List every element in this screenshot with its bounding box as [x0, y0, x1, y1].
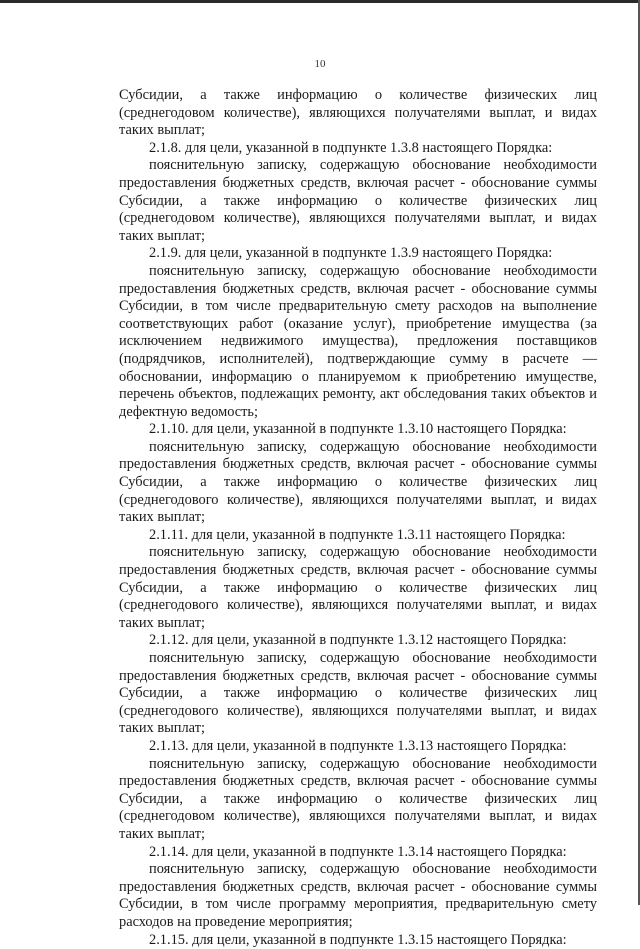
clause-2-1-8-body: пояснительную записку, содержащую обоснование необходимости предоставления бюджетных средств, включая расчет - обоснование суммы Субсидии, а также информацию о количестве физических лиц (среднегодовом количестве), являющихся получателями выплат, и видах таких выплат;: [119, 157, 597, 245]
document-body: [119, 87, 597, 949]
clause-2-1-10-body: пояснительную записку, содержащую обоснование необходимости предоставления бюджетных средств, включая расчет - обоснование суммы Субсидии, а также информацию о количестве физических лиц (среднегодового количестве), являющихся получателями выплат, и видах таких выплат;: [119, 439, 597, 527]
clause-2-1-15-heading: 2.1.15. для цели, указанной в подпункте 1.3.15 настоящего Порядка:: [119, 932, 597, 949]
paragraph-continuation: Субсидии, а также информацию о количестве физических лиц (среднегодовом количестве), являющихся получателями выплат, и видах таких выплат;: [119, 87, 597, 140]
clause-2-1-9-heading: 2.1.9. для цели, указанной в подпункте 1.3.9 настоящего Порядка:: [119, 245, 597, 263]
clause-2-1-10-heading: 2.1.10. для цели, указанной в подпункте 1.3.10 настоящего Порядка:: [119, 421, 597, 439]
clause-2-1-14-heading: 2.1.14. для цели, указанной в подпункте 1.3.14 настоящего Порядка:: [119, 844, 597, 862]
page-number: 10: [0, 58, 640, 70]
clause-2-1-11-heading: 2.1.11. для цели, указанной в подпункте 1.3.11 настоящего Порядка:: [119, 527, 597, 545]
clause-2-1-12-body: пояснительную записку, содержащую обоснование необходимости предоставления бюджетных средств, включая расчет - обоснование суммы Субсидии, а также информацию о количестве физических лиц (среднегодового количестве), являющихся получателями выплат, и видах таких выплат;: [119, 650, 597, 738]
top-border-line: [0, 0, 640, 3]
clause-2-1-12-heading: 2.1.12. для цели, указанной в подпункте 1.3.12 настоящего Порядка:: [119, 632, 597, 650]
clause-2-1-14-body: пояснительную записку, содержащую обоснование необходимости предоставления бюджетных средств, включая расчет - обоснование суммы Субсидии, в том числе программу мероприятия, предварительную смету расходов на проведение мероприятия;: [119, 861, 597, 931]
clause-2-1-9-body: пояснительную записку, содержащую обоснование необходимости предоставления бюджетных средств, включая расчет - обоснование суммы Субсидии, в том числе предварительную смету расходов на выполнение соответствующих работ (оказание услуг), приобретение имущества (за исключением недвижимого имущества), предложения поставщиков (подрядчиков, исполнителей), подтверждающие сумму в расчете — обосновании, информацию о планируемом к приобретению имуществе, перечень объектов, подлежащих ремонту, акт обследования таких объектов и дефектную ведомость;: [119, 263, 597, 421]
clause-2-1-13-heading: 2.1.13. для цели, указанной в подпункте 1.3.13 настоящего Порядка:: [119, 738, 597, 756]
clause-2-1-11-body: пояснительную записку, содержащую обоснование необходимости предоставления бюджетных средств, включая расчет - обоснование суммы Субсидии, а также информацию о количестве физических лиц (среднегодового количестве), являющихся получателями выплат, и видах таких выплат;: [119, 544, 597, 632]
clause-2-1-13-body: пояснительную записку, содержащую обоснование необходимости предоставления бюджетных средств, включая расчет - обоснование суммы Субсидии, а также информацию о количестве физических лиц (среднегодовом количестве), являющихся получателями выплат, и видах таких выплат;: [119, 756, 597, 844]
clause-2-1-8-heading: 2.1.8. для цели, указанной в подпункте 1.3.8 настоящего Порядка:: [119, 140, 597, 158]
